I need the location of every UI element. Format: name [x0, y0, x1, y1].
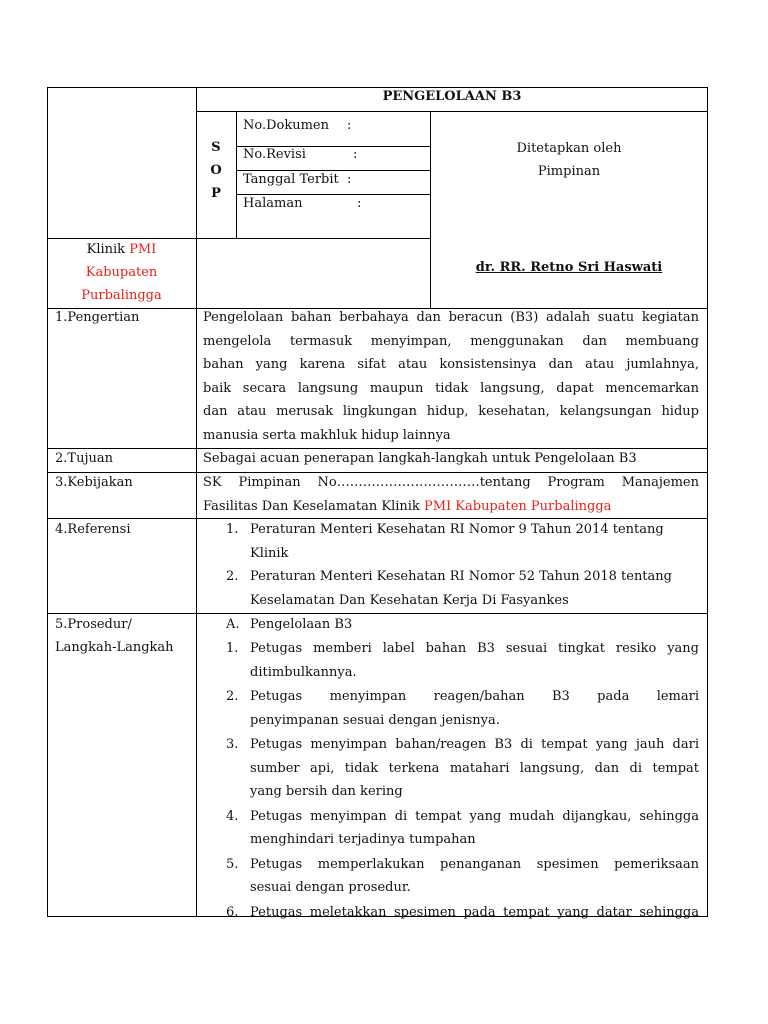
section-label-referensi: 4.Referensi — [55, 522, 131, 537]
pengertian-text — [203, 306, 699, 447]
section-label-pengertian: 1.Pengertian — [55, 310, 140, 325]
field-tanggal-terbit-sep: : — [347, 172, 352, 187]
prosedur-6-line-1: Petugas meletakkan spesimen pada tempat yang datar sehingga — [250, 904, 699, 920]
prosedur-3-line-1: Petugas menyimpan bahan/reagen B3 di tempat yang jauh dari — [250, 737, 699, 752]
sop-letter-o: O — [210, 163, 222, 178]
list-item — [226, 565, 700, 612]
list-item-number: 1. — [226, 641, 239, 656]
prosedur-5-line-1: Petugas memperlakukan penanganan spesimen pemeriksaan — [250, 856, 699, 872]
pengertian-line-6: manusia serta makhluk hidup lainnya — [203, 427, 451, 443]
section-label-tujuan: 2.Tujuan — [55, 451, 113, 466]
kebijakan-clinic: PMI Kabupaten Purbalingga — [423, 498, 612, 514]
section-label-prosedur-1: 5.Prosedur/ — [55, 617, 132, 632]
kebijakan-fasilitas: Fasilitas Dan Keselamatan Klinik — [203, 498, 424, 514]
table-border-left — [47, 87, 48, 917]
referensi-list — [226, 518, 700, 612]
prosedur-3-line-3: yang bersih dan kering — [250, 784, 403, 799]
prosedur-subhead: Pengelolaan B3 — [250, 617, 353, 632]
kebijakan-sk-number: …………………………… — [336, 475, 480, 490]
field-no-revisi-sep: : — [353, 147, 358, 162]
field-no-dokumen-label: No.Dokumen — [243, 118, 329, 133]
list-item — [226, 685, 699, 732]
list-item-number: 3. — [226, 737, 239, 752]
prosedur-subhead-number: A. — [226, 617, 240, 632]
pengertian-line-2: mengelola termasuk menyimpan, menggunakan dan membuang — [203, 333, 699, 349]
table-border-right — [707, 87, 708, 917]
signatory-name — [430, 260, 708, 276]
doc-field-line-2 — [236, 170, 430, 171]
clinic-name-line-1 — [47, 238, 196, 261]
list-item — [226, 733, 699, 804]
approval-line-2: Pimpinan — [537, 164, 601, 179]
prosedur-list — [226, 637, 699, 924]
field-no-dokumen-sep: : — [347, 118, 352, 133]
clinic-name-line-2: Kabupaten — [85, 265, 158, 280]
prosedur-3-line-2: sumber api, tidak terkena matahari langsung, dan di tempat — [250, 760, 699, 776]
prosedur-2-line-1: Petugas menyimpan reagen/bahan B3 pada lemari — [250, 689, 699, 704]
list-item-number: 5. — [226, 856, 239, 872]
clinic-name-line-3: Purbalingga — [81, 288, 162, 303]
tujuan-text: Sebagai acuan penerapan langkah-langkah untuk Pengelolaan B3 — [203, 451, 637, 466]
pengertian-line-1: Pengelolaan bahan berbahaya dan beracun (B3) adalah suatu kegiatan — [203, 310, 699, 325]
referensi-1-line-1: Peraturan Menteri Kesehatan RI Nomor 9 Tahun 2014 tentang — [250, 522, 664, 537]
sop-divider — [236, 111, 237, 238]
prosedur-4-line-1: Petugas menyimpan di tempat yang mudah dijangkau, sehingga — [250, 808, 699, 824]
pengertian-line-3: bahan yang karena sifat atau konsistensinya dan atau jumlahnya, — [203, 357, 699, 372]
signatory-name-text: dr. RR. Retno Sri Haswati — [475, 260, 663, 275]
pengertian-line-4: baik secara langsung maupun tidak langsung, dapat mencemarkan — [203, 380, 699, 396]
list-item — [226, 518, 700, 565]
list-item-number: 6. — [226, 904, 239, 920]
kebijakan-line-2 — [203, 495, 699, 519]
prosedur-4-line-2: menghindari terjadinya tumpahan — [250, 832, 476, 847]
list-item — [226, 637, 699, 684]
pengertian-line-5: dan atau merusak lingkungan hidup, kesehatan, kelangsungan hidup — [203, 404, 699, 419]
prosedur-1-line-2: ditimbulkannya. — [250, 664, 357, 680]
title-row-bottom — [196, 111, 708, 112]
kebijakan-line-1 — [203, 471, 699, 495]
list-item-number: 1. — [226, 522, 239, 537]
row-referensi-bottom — [47, 613, 708, 614]
document-title: PENGELOLAAN B3 — [382, 89, 522, 104]
prosedur-5-line-2: sesuai dengan prosedur. — [250, 880, 411, 895]
list-item-number: 4. — [226, 808, 239, 824]
section-label-kebijakan: 3.Kebijakan — [55, 475, 133, 490]
referensi-1-line-2: Klinik — [250, 545, 289, 561]
field-no-revisi-label: No.Revisi — [243, 147, 306, 162]
list-item-number: 2. — [226, 689, 239, 704]
field-halaman-sep: : — [357, 196, 362, 211]
field-halaman-label: Halaman — [243, 196, 303, 211]
field-tanggal-terbit-label: Tanggal Terbit — [243, 172, 339, 187]
sop-letter-s: S — [211, 140, 221, 155]
list-item — [226, 901, 699, 925]
kebijakan-sk: SK Pimpinan No — [203, 475, 337, 490]
referensi-2-line-1: Peraturan Menteri Kesehatan RI Nomor 52 Tahun 2018 tentang — [250, 569, 672, 584]
sop-letter-p: P — [211, 186, 221, 201]
referensi-2-line-2: Keselamatan Dan Kesehatan Kerja Di Fasyankes — [250, 592, 569, 608]
prosedur-2-line-2: penyimpanan sesuai dengan jenisnya. — [250, 712, 500, 728]
table-border-top — [47, 87, 708, 88]
prosedur-1-line-1: Petugas memberi label bahan B3 sesuai tingkat resiko yang — [250, 641, 699, 656]
section-label-prosedur-2: Langkah-Langkah — [55, 640, 174, 655]
doc-field-line-3 — [236, 194, 430, 195]
clinic-prefix: Klinik — [86, 242, 126, 257]
clinic-name-pmi: PMI — [129, 242, 157, 257]
kebijakan-text — [203, 471, 699, 518]
label-column-divider — [196, 87, 197, 917]
row-pengertian-bottom — [47, 448, 708, 449]
approval-line-1: Ditetapkan oleh — [516, 141, 622, 156]
list-item — [226, 853, 699, 900]
kebijakan-tentang: tentang Program Manajemen — [479, 475, 699, 490]
list-item — [226, 805, 699, 852]
list-item-number: 2. — [226, 569, 239, 584]
